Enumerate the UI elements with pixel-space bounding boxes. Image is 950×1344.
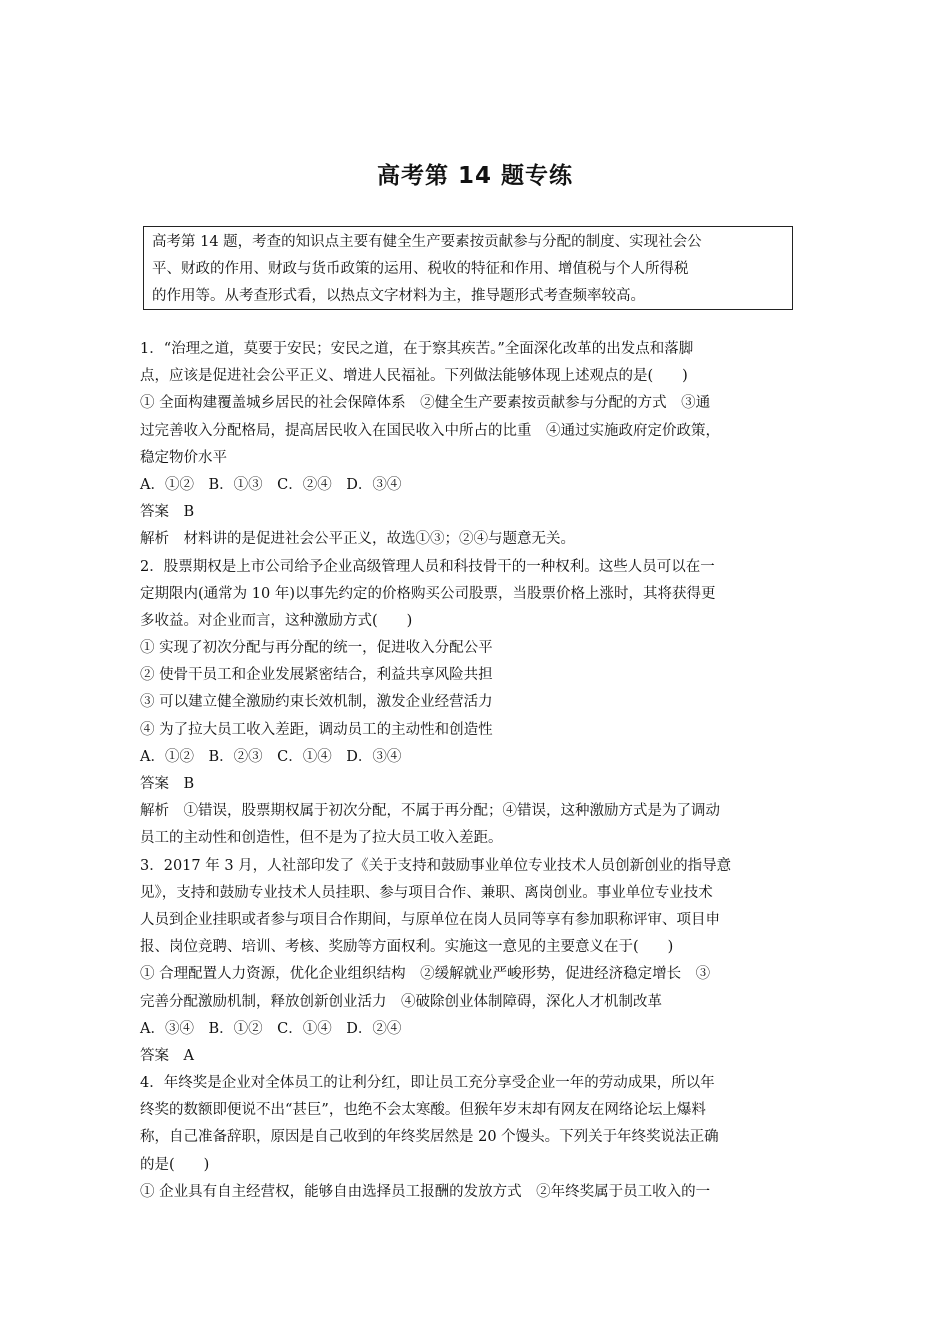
question-content xyxy=(140,336,812,1206)
text-line: 人员到企业挂职或者参与项目合作期间，与原单位在岗人员同等享有参加职称评审、项目申 xyxy=(140,911,720,928)
answer-options: A．③④ B．①② C．①④ D．②④ xyxy=(140,1020,402,1037)
text-line: 定期限内(通常为 10 年)以事先约定的价格购买公司股票，当股票价格上涨时，其将获得更 xyxy=(140,585,716,602)
text-line: 1．“治理之道，莫要于安民；安民之道，在于察其疾苦。”全面深化改革的出发点和落脚 xyxy=(140,341,694,357)
text-line: ② 使骨干员工和企业发展紧密结合，利益共享风险共担 xyxy=(140,667,493,684)
text-line: 见》，支持和鼓励专业技术人员挂职、参与项目合作、兼职、离岗创业。事业单位专业技术 xyxy=(140,884,713,901)
answer-options: A．①② B．②③ C．①④ D．③④ xyxy=(140,748,402,765)
text-line: ③ 可以建立健全激励约束长效机制，激发企业经营活力 xyxy=(140,694,493,711)
intro-line: 平、财政的作用、财政与货币政策的运用、税收的特征和作用、增值税与个人所得税 xyxy=(152,261,689,278)
intro-line: 高考第 14 题，考查的知识点主要有健全生产要素按贡献参与分配的制度、实现社会公 xyxy=(152,234,702,250)
intro-box xyxy=(143,226,793,310)
text-line: ① 全面构建覆盖城乡居民的社会保障体系 ②健全生产要素按贡献参与分配的方式 ③通 xyxy=(140,395,711,412)
text-line: 的是( ) xyxy=(140,1156,210,1173)
text-line: 多收益。对企业而言，这种激励方式( ) xyxy=(140,612,413,629)
text-line: ① 合理配置人力资源，优化企业组织结构 ②缓解就业严峻形势，促进经济稳定增长 ③ xyxy=(140,966,711,983)
text-line: 终奖的数额即便说不出“甚巨”，也绝不会太寒酸。但猴年岁末却有网友在网络论坛上爆料 xyxy=(140,1102,706,1119)
text-line: 2．股票期权是上市公司给予企业高级管理人员和科技骨干的一种权利。这些人员可以在一 xyxy=(140,558,715,575)
text-line: 过完善收入分配格局，提高居民收入在国民收入中所占的比重 ④通过实施政府定价政策， xyxy=(140,422,720,439)
page-title: 高考第 14 题专练 xyxy=(376,163,574,189)
text-line: 报、岗位竞聘、培训、考核、奖励等方面权利。实施这一意见的主要意义在于( ) xyxy=(140,939,674,956)
text-line: 稳定物价水平 xyxy=(140,449,227,466)
analysis-line: 解析 材料讲的是促进社会公平正义，故选①③；②④与题意无关。 xyxy=(140,531,575,548)
text-line: 3．2017 年 3 月，人社部印发了《关于支持和鼓励事业单位专业技术人员创新创业的指导意 xyxy=(140,857,732,874)
answer-options: A．①② B．①③ C．②④ D．③④ xyxy=(140,476,402,493)
analysis-line: 解析 ①错误，股票期权属于初次分配，不属于再分配；④错误，这种激励方式是为了调动 xyxy=(140,803,720,820)
answer-line: 答案 B xyxy=(140,504,195,521)
answer-line: 答案 A xyxy=(140,1047,194,1064)
text-line: 完善分配激励机制，释放创新创业活力 ④破除创业体制障碍，深化人才机制改革 xyxy=(140,993,662,1010)
intro-line: 的作用等。从考查形式看，以热点文字材料为主，推导题形式考查频率较高。 xyxy=(152,288,645,305)
text-line: 4．年终奖是企业对全体员工的让利分红，即让员工充分享受企业一年的劳动成果，所以年 xyxy=(140,1075,715,1092)
text-line: 员工的主动性和创造性，但不是为了拉大员工收入差距。 xyxy=(140,830,503,847)
text-line: ④ 为了拉大员工收入差距，调动员工的主动性和创造性 xyxy=(140,721,493,738)
text-line: 称，自己准备辞职，原因是自己收到的年终奖居然是 20 个馒头。下列关于年终奖说法正确 xyxy=(140,1129,719,1146)
text-line: ① 实现了初次分配与再分配的统一，促进收入分配公平 xyxy=(140,640,493,657)
text-line: ① 企业具有自主经营权，能够自由选择员工报酬的发放方式 ②年终奖属于员工收入的一 xyxy=(140,1183,711,1200)
text-line: 点，应该是促进社会公平正义、增进人民福祉。下列做法能够体现上述观点的是( ) xyxy=(140,368,688,385)
answer-line: 答案 B xyxy=(140,776,195,792)
